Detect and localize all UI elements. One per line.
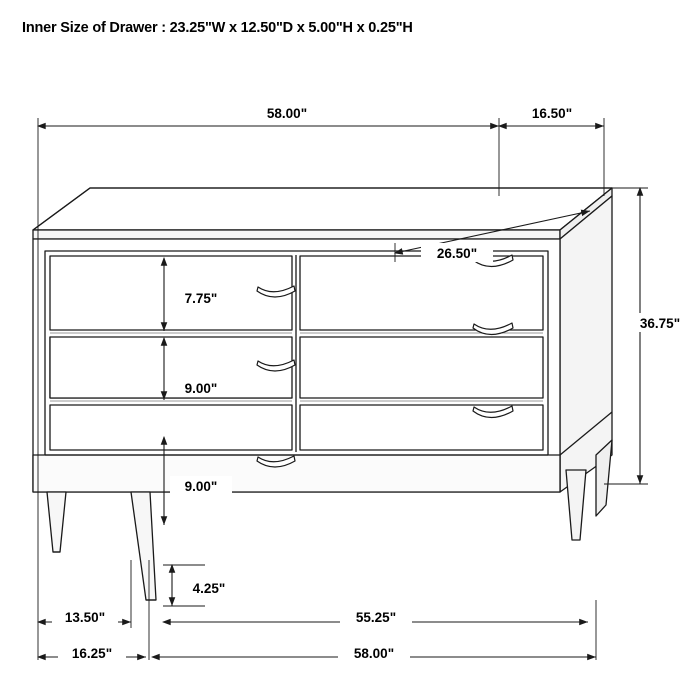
label-leg-height: 4.25"	[192, 581, 226, 596]
drawer-front-4	[300, 337, 543, 398]
leg-front-left-outer	[131, 492, 156, 600]
bottom-apron	[33, 455, 560, 492]
label-drawer-height-middle: 9.00"	[184, 381, 218, 396]
label-overall-height: 36.75"	[639, 316, 681, 331]
dresser-top-surface	[33, 188, 612, 230]
label-base-side: 13.50"	[64, 610, 106, 625]
label-drawer-height-top: 7.75"	[184, 291, 218, 306]
label-drawer-height-bottom: 9.00"	[184, 479, 218, 494]
drawer-front-2	[300, 256, 543, 330]
label-bottom-width: 58.00"	[353, 646, 395, 661]
drawer-front-5	[50, 405, 292, 450]
label-drawer-width: 26.50"	[436, 246, 478, 261]
dresser-illustration	[33, 188, 612, 600]
leg-right-back	[566, 470, 586, 540]
label-base-front: 55.25"	[355, 610, 397, 625]
label-bottom-left: 16.25"	[71, 646, 113, 661]
page-title: Inner Size of Drawer : 23.25"W x 12.50"D x 5.00"H x 0.25"H	[22, 20, 413, 36]
label-top-width: 58.00"	[266, 106, 308, 121]
leg-front-left	[47, 492, 66, 552]
label-top-depth: 16.50"	[531, 106, 573, 121]
